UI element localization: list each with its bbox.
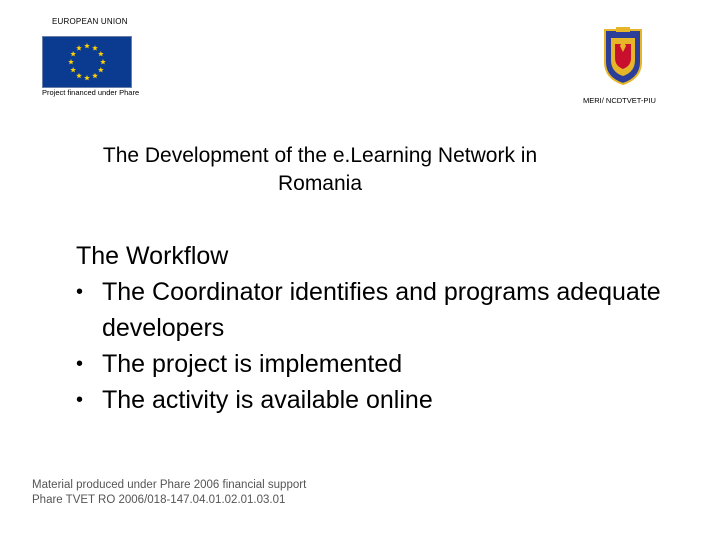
- footer: [32, 478, 306, 508]
- slide-title: The Development of the e.Learning Network in Romania: [102, 144, 538, 195]
- eu-star-icon: [98, 67, 104, 72]
- footer-line: Material produced under Phare 2006 financial support: [32, 479, 307, 491]
- eu-star-icon: [84, 43, 90, 48]
- eu-star-icon: [92, 73, 98, 78]
- workflow-heading: The Workflow: [76, 242, 229, 270]
- eu-star-icon: [70, 67, 76, 72]
- bullet-dot-icon: •: [76, 389, 84, 411]
- eu-star-icon: [70, 51, 76, 56]
- bullet-dot-icon: •: [76, 281, 84, 303]
- eu-star-icon: [76, 73, 82, 78]
- eu-star-icon: [92, 45, 98, 50]
- bullet-text: The activity is available online: [102, 386, 433, 414]
- bullet-dot-icon: •: [76, 353, 84, 375]
- romania-coat-of-arms-icon: [601, 26, 645, 86]
- bullet-item: [76, 346, 676, 382]
- eu-star-icon: [100, 59, 106, 64]
- bullet-text: The Coordinator identifies and programs adequate developers: [102, 278, 661, 342]
- bullet-item: [76, 382, 676, 418]
- eu-star-icon: [84, 75, 90, 80]
- eu-label: EUROPEAN UNION: [52, 17, 128, 26]
- eu-flag-icon: [42, 36, 132, 88]
- phare-label: Project financed under Phare: [42, 88, 140, 97]
- eu-star-icon: [98, 51, 104, 56]
- footer-line: Phare TVET RO 2006/018-147.04.01.02.01.03.01: [32, 494, 286, 506]
- eu-star-icon: [68, 59, 74, 64]
- bullet-item: [76, 274, 676, 346]
- slide-content: [76, 238, 676, 418]
- bullet-list: [76, 274, 676, 418]
- bullet-text: The project is implemented: [102, 350, 403, 378]
- ministry-label: MERI/ NCDTVET-PIU: [583, 96, 656, 105]
- eu-star-icon: [76, 45, 82, 50]
